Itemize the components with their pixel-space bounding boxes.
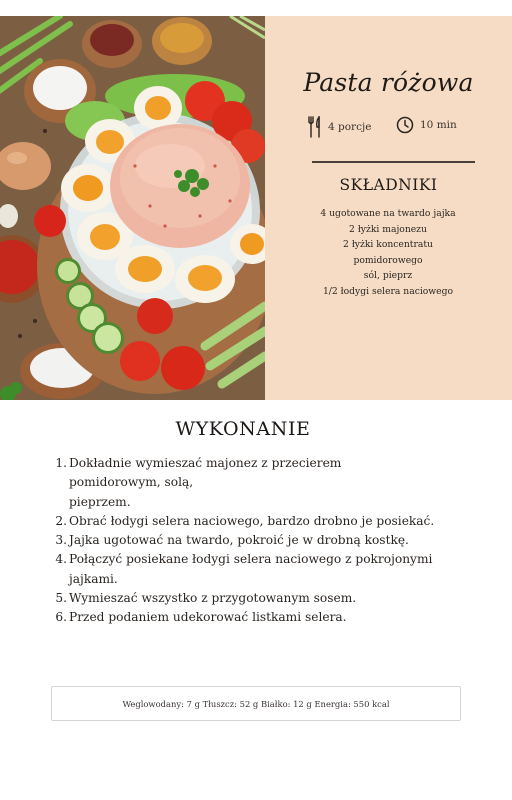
recipe-title: Pasta różowa [303, 68, 474, 97]
portions-label: 4 porcje [328, 121, 372, 133]
divider [312, 161, 475, 163]
step-text: Połączyć posiekane łodygi selera naciowego z pokrojonymi jajkami. [69, 552, 433, 586]
step-text: Jajka ugotować na twardo, pokroić je w drobną kostkę. [69, 533, 409, 548]
portions-info [308, 116, 371, 138]
step-item [55, 454, 435, 512]
recipe-info-panel [265, 16, 512, 400]
step-number: 5. [55, 591, 67, 606]
fork-knife-icon [308, 116, 322, 138]
ingredient-item: pomidorowego [353, 254, 423, 266]
ingredient-item: 4 ugotowane na twardo jajka [320, 208, 456, 219]
ingredient-item: sól, pieprz [363, 270, 413, 281]
ingredients-list [293, 206, 483, 299]
ingredient-item: 2 łyżki majonezu [349, 223, 427, 235]
step-number: 6. [55, 610, 67, 625]
step-text: Dokładnie wymieszać majonez z przecierem pomidorowym, solą, pieprzem. [69, 456, 342, 509]
step-text: Przed podaniem udekorować listkami selera. [69, 610, 347, 625]
method-heading: WYKONANIE [175, 418, 311, 440]
nutrition-box [51, 686, 461, 721]
ingredient-item: 2 łyżki koncentratu [343, 239, 433, 250]
step-number: 4. [55, 552, 67, 567]
step-item [55, 608, 435, 627]
time-label: 10 min [420, 119, 457, 131]
ingredients-heading: SKŁADNIKI [339, 176, 438, 194]
step-text: Obrać łodygi selera naciowego, bardzo drobno je posiekać. [69, 513, 435, 528]
step-item [55, 550, 435, 589]
step-number: 1. [55, 456, 67, 470]
step-number: 3. [55, 533, 67, 548]
recipe-header [0, 16, 512, 400]
clock-icon [396, 116, 414, 134]
step-item [55, 512, 435, 531]
ingredient-item: 1/2 łodygi selera naciowego [322, 285, 454, 297]
step-item [55, 531, 435, 550]
step-text: Wymieszać wszystko z przygotowanym sosem. [69, 591, 357, 606]
step-number: 2. [55, 513, 67, 528]
step-item [55, 589, 435, 608]
nutrition-text: Weglowodany: 7 g Tłuszcz: 52 g Białko: 12 g Energia: 550 kcal [122, 698, 390, 709]
recipe-photo [0, 16, 265, 400]
steps-list [55, 454, 435, 628]
time-info [396, 116, 457, 134]
